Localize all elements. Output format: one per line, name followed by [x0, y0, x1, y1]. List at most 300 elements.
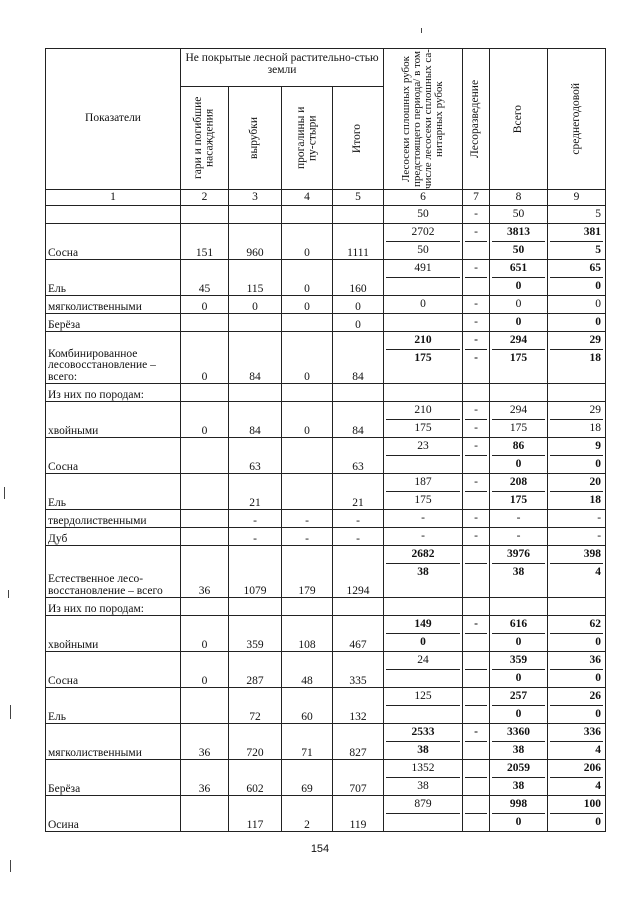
- cell-c7: [463, 474, 490, 510]
- cell-value-bottom: -: [474, 422, 478, 434]
- cell-value-top: -: [465, 438, 487, 456]
- header-fellings: вырубки: [229, 87, 282, 190]
- cell-c5: 119: [333, 796, 384, 832]
- table-row: [46, 296, 606, 314]
- cell-c8: [490, 474, 548, 510]
- scan-mark: [4, 487, 5, 499]
- cell-value-top: 294: [492, 332, 545, 350]
- cell-value-top: 210: [386, 402, 460, 420]
- cell-c2: [181, 528, 229, 546]
- cell-value-top: 210: [386, 332, 460, 350]
- cell-c7: [463, 206, 490, 224]
- header-burned: гари и погибшие насаждения: [181, 87, 229, 190]
- cell-c2: [181, 510, 229, 528]
- cell-c4: [282, 598, 333, 616]
- cell-c6: [384, 206, 463, 224]
- cell-value-top: 36: [550, 652, 603, 670]
- cell-c9: [548, 598, 606, 616]
- cell-c2: [181, 438, 229, 474]
- cell-c6: [384, 688, 463, 724]
- cell-c8: [490, 724, 548, 760]
- cell-value-top: 2702: [386, 224, 460, 242]
- cell-c7: [463, 438, 490, 474]
- colnum-2: 2: [181, 190, 229, 206]
- cell-c4: 0: [282, 296, 333, 314]
- cell-c3: [229, 314, 282, 332]
- cell-value-top: -: [465, 224, 487, 242]
- header-indicators: Показатели: [46, 49, 181, 190]
- cell-value-top: -: [516, 530, 521, 542]
- cell-c8: [490, 332, 548, 384]
- scan-mark: [8, 590, 9, 598]
- cell-value-top: 336: [550, 724, 603, 742]
- scan-mark: [421, 28, 422, 33]
- scan-mark: [10, 860, 11, 872]
- cell-c4: [282, 206, 333, 224]
- cell-c9: [548, 402, 606, 438]
- cell-value-top: 149: [386, 616, 460, 634]
- colnum-4: 4: [282, 190, 333, 206]
- cell-c2: [181, 796, 229, 832]
- header-total: Итого: [333, 87, 384, 190]
- cell-c9: [548, 314, 606, 332]
- row-label: Берёза: [46, 760, 181, 796]
- table-row: [46, 760, 606, 796]
- header-reforestation: Лесоразведение: [463, 49, 490, 190]
- cell-c8: [490, 652, 548, 688]
- cell-value-bottom: 18: [589, 352, 602, 364]
- cell-c6: [384, 510, 463, 528]
- cell-c3: [229, 598, 282, 616]
- cell-value-bottom: 38: [417, 780, 429, 792]
- cell-c5: 0: [333, 314, 384, 332]
- cell-value-top: [550, 598, 603, 615]
- cell-value-top: 208: [492, 474, 545, 492]
- cell-c8: [490, 546, 548, 598]
- cell-c9: [548, 438, 606, 474]
- cell-c3: 84: [229, 402, 282, 438]
- cell-c4: -: [282, 510, 333, 528]
- colnum-5: 5: [333, 190, 384, 206]
- cell-c2: [181, 598, 229, 616]
- table-row: [46, 528, 606, 546]
- table-row: [46, 510, 606, 528]
- cell-value-bottom: 5: [595, 244, 602, 256]
- cell-c7: [463, 402, 490, 438]
- cell-c5: 84: [333, 402, 384, 438]
- cell-c2: 45: [181, 260, 229, 296]
- cell-value-top: 0: [515, 316, 522, 328]
- cell-value-top: 29: [550, 332, 603, 350]
- cell-c9: [548, 760, 606, 796]
- cell-c3: 960: [229, 224, 282, 260]
- cell-value-top: [550, 384, 603, 401]
- row-label: Из них по породам:: [46, 598, 181, 616]
- table-row: [46, 224, 606, 260]
- cell-c9: [548, 796, 606, 832]
- cell-c8: [490, 206, 548, 224]
- cell-c5: 827: [333, 724, 384, 760]
- cell-value-bottom: 0: [515, 816, 522, 828]
- cell-c2: [181, 384, 229, 402]
- cell-value-top: 0: [420, 298, 426, 310]
- cell-c6: [384, 546, 463, 598]
- cell-value-top: -: [474, 530, 478, 542]
- cell-value-top: 398: [550, 546, 603, 564]
- cell-c6: [384, 598, 463, 616]
- cell-value-top: -: [465, 474, 487, 492]
- cell-c7: [463, 296, 490, 314]
- cell-c4: 48: [282, 652, 333, 688]
- cell-value-top: -: [465, 332, 487, 350]
- cell-c4: 108: [282, 616, 333, 652]
- cell-value-bottom: 0: [595, 672, 602, 684]
- scan-mark: [10, 705, 11, 719]
- cell-c4: 71: [282, 724, 333, 760]
- colnum-1: 1: [46, 190, 181, 206]
- cell-c4: 179: [282, 546, 333, 598]
- cell-value-top: 879: [386, 796, 460, 814]
- cell-value-bottom: 38: [512, 744, 525, 756]
- cell-c3: 0: [229, 296, 282, 314]
- cell-c5: 467: [333, 616, 384, 652]
- cell-c3: [229, 384, 282, 402]
- cell-value-top: -: [465, 616, 487, 634]
- cell-c7: [463, 760, 490, 796]
- cell-value-top: 2059: [492, 760, 545, 778]
- header-all: Всего: [490, 49, 548, 190]
- cell-value-bottom: 175: [509, 352, 528, 364]
- table-row: [46, 206, 606, 224]
- cell-value-top: -: [474, 298, 478, 310]
- cell-c3: -: [229, 528, 282, 546]
- cell-c7: [463, 384, 490, 402]
- colnum-3: 3: [229, 190, 282, 206]
- cell-c9: [548, 206, 606, 224]
- cell-value-bottom: 38: [512, 780, 525, 792]
- cell-c7: [463, 652, 490, 688]
- table-row: [46, 332, 606, 384]
- cell-value-bottom: 4: [595, 744, 602, 756]
- cell-c6: [384, 796, 463, 832]
- cell-c2: 151: [181, 224, 229, 260]
- row-label: хвойными: [46, 616, 181, 652]
- page-number: 154: [310, 843, 330, 855]
- cell-c2: 0: [181, 402, 229, 438]
- cell-value-top: [465, 796, 487, 814]
- cell-c5: 160: [333, 260, 384, 296]
- cell-c7: [463, 616, 490, 652]
- row-label: Комбинированное лесовосстановление – всего:: [46, 332, 181, 384]
- cell-c7: [463, 688, 490, 724]
- table-row: [46, 402, 606, 438]
- cell-value-top: [492, 384, 545, 401]
- cell-c2: [181, 314, 229, 332]
- row-label: Осина: [46, 796, 181, 832]
- table-row: [46, 688, 606, 724]
- cell-c4: 2: [282, 796, 333, 832]
- cell-c4: [282, 474, 333, 510]
- cell-value-bottom: 175: [509, 422, 528, 434]
- header-avg-annual: среднегодовой: [548, 49, 606, 190]
- cell-value-top: 86: [492, 438, 545, 456]
- cell-c2: [181, 474, 229, 510]
- cell-c9: [548, 616, 606, 652]
- cell-value-bottom: 38: [417, 744, 429, 756]
- cell-value-top: 3360: [492, 724, 545, 742]
- cell-c7: [463, 528, 490, 546]
- table-row: [46, 616, 606, 652]
- cell-c4: 0: [282, 332, 333, 384]
- row-label: Дуб: [46, 528, 181, 546]
- cell-value-top: -: [465, 402, 487, 420]
- cell-c2: 36: [181, 760, 229, 796]
- cell-c5: 84: [333, 332, 384, 384]
- cell-c6: [384, 438, 463, 474]
- cell-value-bottom: 50: [512, 244, 525, 256]
- cell-c4: -: [282, 528, 333, 546]
- cell-value-bottom: 0: [515, 672, 522, 684]
- cell-value-bottom: 0: [515, 636, 522, 648]
- cell-c9: [548, 260, 606, 296]
- cell-c7: [463, 332, 490, 384]
- cell-value-top: 616: [492, 616, 545, 634]
- cell-c3: 117: [229, 796, 282, 832]
- row-label: хвойными: [46, 402, 181, 438]
- cell-value-top: [465, 598, 487, 615]
- cell-c6: [384, 760, 463, 796]
- cell-c8: [490, 760, 548, 796]
- cell-value-bottom: 38: [512, 566, 525, 578]
- cell-value-top: -: [474, 512, 478, 524]
- cell-value-top: [465, 384, 487, 401]
- row-label: твердолиственными: [46, 510, 181, 528]
- cell-c8: [490, 688, 548, 724]
- cell-value-bottom: 18: [589, 422, 602, 434]
- cell-c5: 335: [333, 652, 384, 688]
- cell-c5: -: [333, 528, 384, 546]
- cell-c5: 707: [333, 760, 384, 796]
- row-label: мягколиственными: [46, 296, 181, 314]
- cell-value-top: 29: [550, 402, 603, 420]
- cell-c9: [548, 724, 606, 760]
- cell-c2: 36: [181, 546, 229, 598]
- cell-c6: [384, 652, 463, 688]
- row-label: Ель: [46, 688, 181, 724]
- cell-value-top: 23: [386, 438, 460, 456]
- cell-c7: [463, 796, 490, 832]
- cell-c2: 0: [181, 296, 229, 314]
- cell-c5: 0: [333, 296, 384, 314]
- cell-c8: [490, 528, 548, 546]
- cell-value-top: -: [465, 260, 487, 278]
- cell-c4: 60: [282, 688, 333, 724]
- cell-c9: [548, 546, 606, 598]
- table-row: [46, 438, 606, 474]
- cell-c3: 359: [229, 616, 282, 652]
- cell-value-top: -: [421, 530, 425, 542]
- cell-c6: [384, 616, 463, 652]
- cell-c9: [548, 528, 606, 546]
- cell-c3: 115: [229, 260, 282, 296]
- cell-c5: 21: [333, 474, 384, 510]
- cell-value-top: -: [474, 208, 478, 220]
- cell-value-top: 9: [550, 438, 603, 456]
- cell-c4: [282, 438, 333, 474]
- cell-c5: [333, 206, 384, 224]
- cell-value-bottom: 0: [595, 280, 602, 292]
- cell-value-top: 294: [492, 402, 545, 420]
- cell-value-top: -: [421, 512, 425, 524]
- colnum-6: 6: [384, 190, 463, 206]
- cell-c3: 63: [229, 438, 282, 474]
- cell-value-top: 206: [550, 760, 603, 778]
- header-cutting-areas: Лесосеки сплошных рубок предстоящего периода/ в том числе лесосеки сплошных са-нитарных рубок: [384, 49, 463, 190]
- cell-c2: 36: [181, 724, 229, 760]
- cell-c4: 0: [282, 402, 333, 438]
- cell-value-top: 381: [550, 224, 603, 242]
- cell-c8: [490, 314, 548, 332]
- cell-value-bottom: 175: [509, 494, 528, 506]
- cell-c3: 287: [229, 652, 282, 688]
- cell-c7: [463, 598, 490, 616]
- colnum-8: 8: [490, 190, 548, 206]
- cell-value-bottom: 0: [595, 816, 602, 828]
- cell-c2: 0: [181, 332, 229, 384]
- cell-value-top: 0: [515, 298, 522, 310]
- cell-c6: [384, 224, 463, 260]
- table-row: [46, 546, 606, 598]
- cell-value-top: 2533: [386, 724, 460, 742]
- cell-value-top: 5: [595, 208, 602, 220]
- cell-c6: [384, 314, 463, 332]
- cell-value-top: [465, 652, 487, 670]
- cell-c2: 0: [181, 652, 229, 688]
- cell-c3: [229, 206, 282, 224]
- cell-value-top: [465, 546, 487, 564]
- cell-value-bottom: 0: [595, 458, 602, 470]
- cell-c8: [490, 260, 548, 296]
- cell-c4: [282, 314, 333, 332]
- cell-value-bottom: 0: [515, 708, 522, 720]
- cell-c9: [548, 296, 606, 314]
- cell-value-top: 187: [386, 474, 460, 492]
- cell-value-bottom: 18: [589, 494, 602, 506]
- row-label: Сосна: [46, 438, 181, 474]
- cell-value-bottom: 50: [417, 244, 429, 256]
- cell-c4: 69: [282, 760, 333, 796]
- cell-value-top: -: [465, 724, 487, 742]
- cell-c9: [548, 224, 606, 260]
- cell-c7: [463, 314, 490, 332]
- cell-value-top: 998: [492, 796, 545, 814]
- cell-c5: [333, 598, 384, 616]
- header-glades: прогалины и пу-стыри: [282, 87, 333, 190]
- cell-c2: [181, 688, 229, 724]
- cell-value-top: 125: [386, 688, 460, 706]
- cell-value-top: [492, 598, 545, 615]
- table-row: [46, 384, 606, 402]
- table-row: [46, 796, 606, 832]
- cell-value-bottom: 4: [595, 780, 602, 792]
- header-not-covered-group: Не покрытые лесной растительно-стью земли: [181, 49, 384, 87]
- colnum-9: 9: [548, 190, 606, 206]
- cell-c3: 720: [229, 724, 282, 760]
- cell-value-top: 257: [492, 688, 545, 706]
- cell-c8: [490, 402, 548, 438]
- cell-value-top: 26: [550, 688, 603, 706]
- cell-value-top: 0: [595, 298, 602, 310]
- cell-c8: [490, 296, 548, 314]
- cell-c8: [490, 224, 548, 260]
- cell-value-bottom: 175: [414, 494, 432, 506]
- cell-c4: 0: [282, 224, 333, 260]
- cell-value-top: 359: [492, 652, 545, 670]
- cell-c9: [548, 474, 606, 510]
- cell-c8: [490, 510, 548, 528]
- cell-c5: 63: [333, 438, 384, 474]
- row-label: мягколиственными: [46, 724, 181, 760]
- cell-c6: [384, 528, 463, 546]
- colnum-7: 7: [463, 190, 490, 206]
- cell-c7: [463, 260, 490, 296]
- cell-value-top: 20: [550, 474, 603, 492]
- row-label: Ель: [46, 474, 181, 510]
- table-row: [46, 314, 606, 332]
- data-table: [45, 48, 606, 832]
- cell-c5: 1111: [333, 224, 384, 260]
- row-label: Берёза: [46, 314, 181, 332]
- cell-c3: 21: [229, 474, 282, 510]
- row-label: Сосна: [46, 652, 181, 688]
- cell-value-bottom: -: [474, 352, 478, 364]
- cell-value-top: 2682: [386, 546, 460, 564]
- cell-value-top: [465, 688, 487, 706]
- cell-c6: [384, 296, 463, 314]
- cell-value-bottom: 0: [595, 708, 602, 720]
- row-label: [46, 206, 181, 224]
- row-label: Ель: [46, 260, 181, 296]
- cell-value-top: 0: [595, 316, 602, 328]
- cell-value-top: 50: [512, 208, 525, 220]
- table-row: [46, 598, 606, 616]
- cell-value-top: 62: [550, 616, 603, 634]
- cell-value-top: 50: [417, 208, 429, 220]
- cell-c8: [490, 438, 548, 474]
- row-label: Сосна: [46, 224, 181, 260]
- cell-c6: [384, 724, 463, 760]
- cell-value-top: 3976: [492, 546, 545, 564]
- cell-c4: [282, 384, 333, 402]
- cell-value-top: -: [516, 512, 521, 524]
- cell-c2: 0: [181, 616, 229, 652]
- cell-c8: [490, 616, 548, 652]
- cell-c8: [490, 796, 548, 832]
- cell-value-bottom: 38: [417, 566, 429, 578]
- cell-value-top: 24: [386, 652, 460, 670]
- cell-c8: [490, 384, 548, 402]
- cell-c9: [548, 688, 606, 724]
- cell-value-top: -: [474, 316, 478, 328]
- cell-c7: [463, 724, 490, 760]
- cell-value-top: [465, 760, 487, 778]
- cell-c3: 1079: [229, 546, 282, 598]
- cell-c9: [548, 510, 606, 528]
- table-row: [46, 474, 606, 510]
- cell-c8: [490, 598, 548, 616]
- row-label: Из них по породам:: [46, 384, 181, 402]
- cell-value-bottom: 0: [515, 280, 522, 292]
